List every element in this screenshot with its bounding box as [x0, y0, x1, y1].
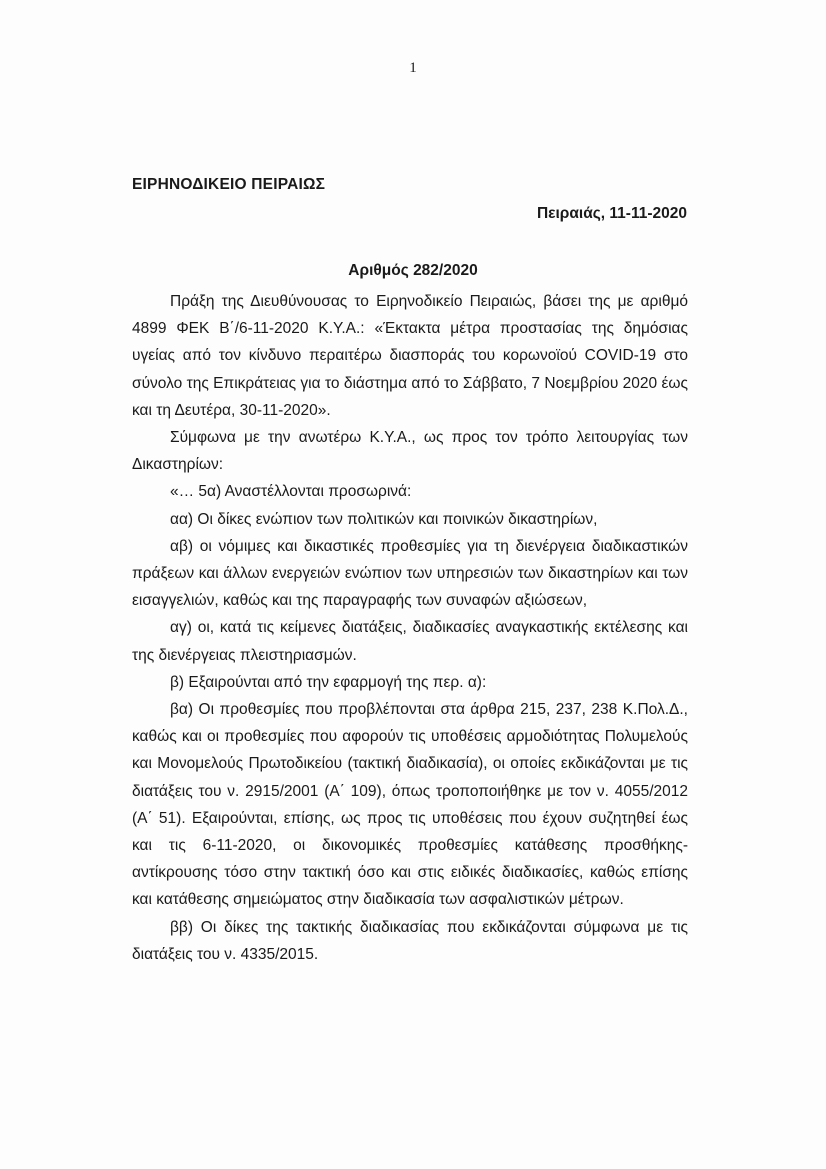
paragraph-intro: Πράξη της Διευθύνουσας το Ειρηνοδικείο Πειραιώς, βάσει της με αριθμό 4899 ΦΕΚ Β΄/6-11-2020 Κ.Υ.Α.: «Έκτακτα μέτρα προστασίας της δημόσιας υγείας από τον κίνδυνο περαιτέρω διασποράς του κορωνοϊού COVID-19 στο σύνολο της Επικράτειας για το διάστημα από το Σάββατο, 7 Νοεμβρίου 2020 έως και τη Δευτέρα, 30-11-2020».	[132, 293, 688, 419]
place-date: Πειραιάς, 11-11-2020	[536, 205, 687, 222]
paragraph-exceptions-heading: β) Εξαιρούνται από την εφαρμογή της περ. α):	[170, 673, 487, 691]
page-number: 1	[409, 60, 417, 76]
paragraph-ag: αγ) οι, κατά τις κείμενες διατάξεις, διαδικασίες αναγκαστικής εκτέλεσης και της διενέργειας πλειστηριασμών.	[132, 619, 688, 664]
paragraph-ba: βα) Οι προθεσμίες που προβλέπονται στα άρθρα 215, 237, 238 Κ.Πολ.Δ., καθώς και οι προθεσμίες που αφορούν τις υποθέσεις αρμοδιότητας Πολυμελούς και Μονομελούς Πρωτοδικείου (τακτική διαδικασία), οι οποίες εκδικάζονται με τις διατάξεις του ν. 2915/2001 (Α΄ 109), όπως τροποποιήθηκε με τον ν. 4055/2012 (Α΄ 51). Εξαιρούνται, επίσης, ως προς τις υποθέσεις που έχουν συζητηθεί έως και τις 6-11-2020, οι δικονομικές προθεσμίες κατάθεσης προσθήκης- αντίκρουσης τόσο στην τακτική όσο και στις ειδικές διαδικασίες, καθώς επίσης και κατάθεσης σημειώματος στην διαδικασία των ασφαλιστικών μέτρων.	[132, 701, 688, 909]
paragraph-suspension-heading: «… 5α) Αναστέλλονται προσωρινά:	[170, 483, 412, 501]
act-number: Αριθμός 282/2020	[348, 262, 478, 279]
document-body	[132, 288, 688, 968]
paragraph-bb: ββ) Οι δίκες της τακτικής διαδικασίας που εκδικάζονται σύμφωνα με τις διατάξεις του ν. 4335/2015.	[132, 918, 688, 963]
paragraph-ab: αβ) οι νόμιμες και δικαστικές προθεσμίες για τη διενέργεια διαδικαστικών πράξεων και άλλων ενεργειών ενώπιον των υπηρεσιών των δικαστηρίων και των εισαγγελιών, καθώς και της παραγραφής των συναφών αξιώσεων,	[132, 537, 688, 610]
paragraph-kya-reference: Σύμφωνα με την ανωτέρω Κ.Υ.Α., ως προς τον τρόπο λειτουργίας των Δικαστηρίων:	[132, 429, 688, 474]
bleed-through-text	[130, 118, 690, 147]
paragraph-aa: αα) Οι δίκες ενώπιον των πολιτικών και ποινικών δικαστηρίων,	[170, 510, 598, 528]
court-name: ΕΙΡΗΝΟΔΙΚΕΙΟ ΠΕΙΡΑΙΩΣ	[132, 176, 326, 193]
